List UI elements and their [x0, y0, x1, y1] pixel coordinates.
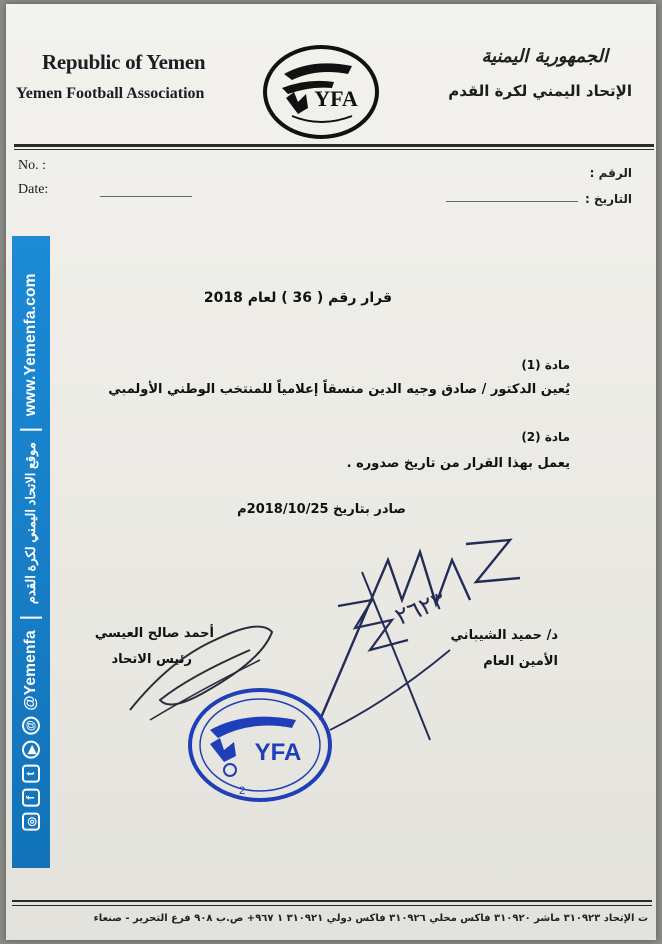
header-divider-thin [14, 149, 654, 150]
header-en-subtitle: Yemen Football Association [16, 85, 205, 102]
yfa-logo [262, 44, 380, 140]
date-line [100, 196, 192, 197]
instagram-icon: ◎ [22, 813, 40, 831]
right-signatory-name: د/ حميد الشيباني [450, 628, 558, 643]
youtube-icon: ▶ [22, 741, 40, 759]
header-ar-government: الجمهورية اليمنية [481, 46, 608, 67]
ar-date-line [446, 201, 578, 202]
at-icon: @ [22, 717, 40, 735]
stamp-text: YFA [254, 739, 302, 766]
sidebar-handle: @Yemenfa [22, 630, 39, 711]
header-en-title: Republic of Yemen [42, 50, 206, 74]
sidebar-ar-text: موقع الاتحاد اليمني لكرة القدم [23, 442, 38, 605]
right-signatory-title: الأمين العام [483, 654, 558, 669]
sidebar-divider-2 [20, 428, 42, 430]
official-stamp [186, 686, 334, 804]
yfa-logo-text: YFA [314, 86, 358, 111]
header-divider [14, 144, 654, 147]
article-1-title: مادة (1) [521, 358, 570, 372]
left-signatory-name: أحمد صالح العيسي [94, 626, 214, 641]
issue-date: صادر بتاريخ 2018/10/25م [237, 502, 406, 517]
date-label: Date: [18, 182, 49, 197]
sidebar-url: www.Yemenfa.com [22, 273, 39, 417]
website-watermark-banner [12, 236, 50, 868]
sidebar-divider [20, 616, 42, 618]
facebook-icon: f [22, 789, 40, 807]
handwritten-note: ٢٦٢٣ [391, 585, 450, 631]
stamp-number: 2 [238, 785, 246, 797]
footer-contact: ت الإتحاد ٣١٠٩٢٣ ماشر ٣١٠٩٢٠ فاكس محلي ٣١٠٩٢٦ فاكس دولي ٣١٠٩٢١ ١ ٩٦٧+ ص.ب ٩٠٨ فرع التحرير - صنعاء [93, 913, 648, 924]
ar-no-label: الرقم : [589, 166, 632, 180]
article-2-text: يعمل بهذا القرار من تاريخ صدوره . [346, 456, 570, 471]
footer-divider-thin [12, 905, 652, 906]
twitter-icon: t [22, 765, 40, 783]
footer-divider [12, 900, 652, 902]
article-2-title: مادة (2) [521, 430, 570, 444]
decision-title: قرار رقم ( 36 ) لعام 2018 [203, 290, 392, 306]
header-ar-organization: الإتحاد اليمني لكرة القدم [448, 82, 632, 100]
article-1-text: يُعين الدكتور / صادق وجيه الدين منسقاً إعلامياً للمنتخب الوطني الأولمبي [108, 382, 570, 397]
no-label: No. : [18, 158, 46, 173]
ar-date-label: التاريخ : [584, 192, 632, 206]
left-signatory-title: رئيس الاتحاد [111, 652, 192, 667]
